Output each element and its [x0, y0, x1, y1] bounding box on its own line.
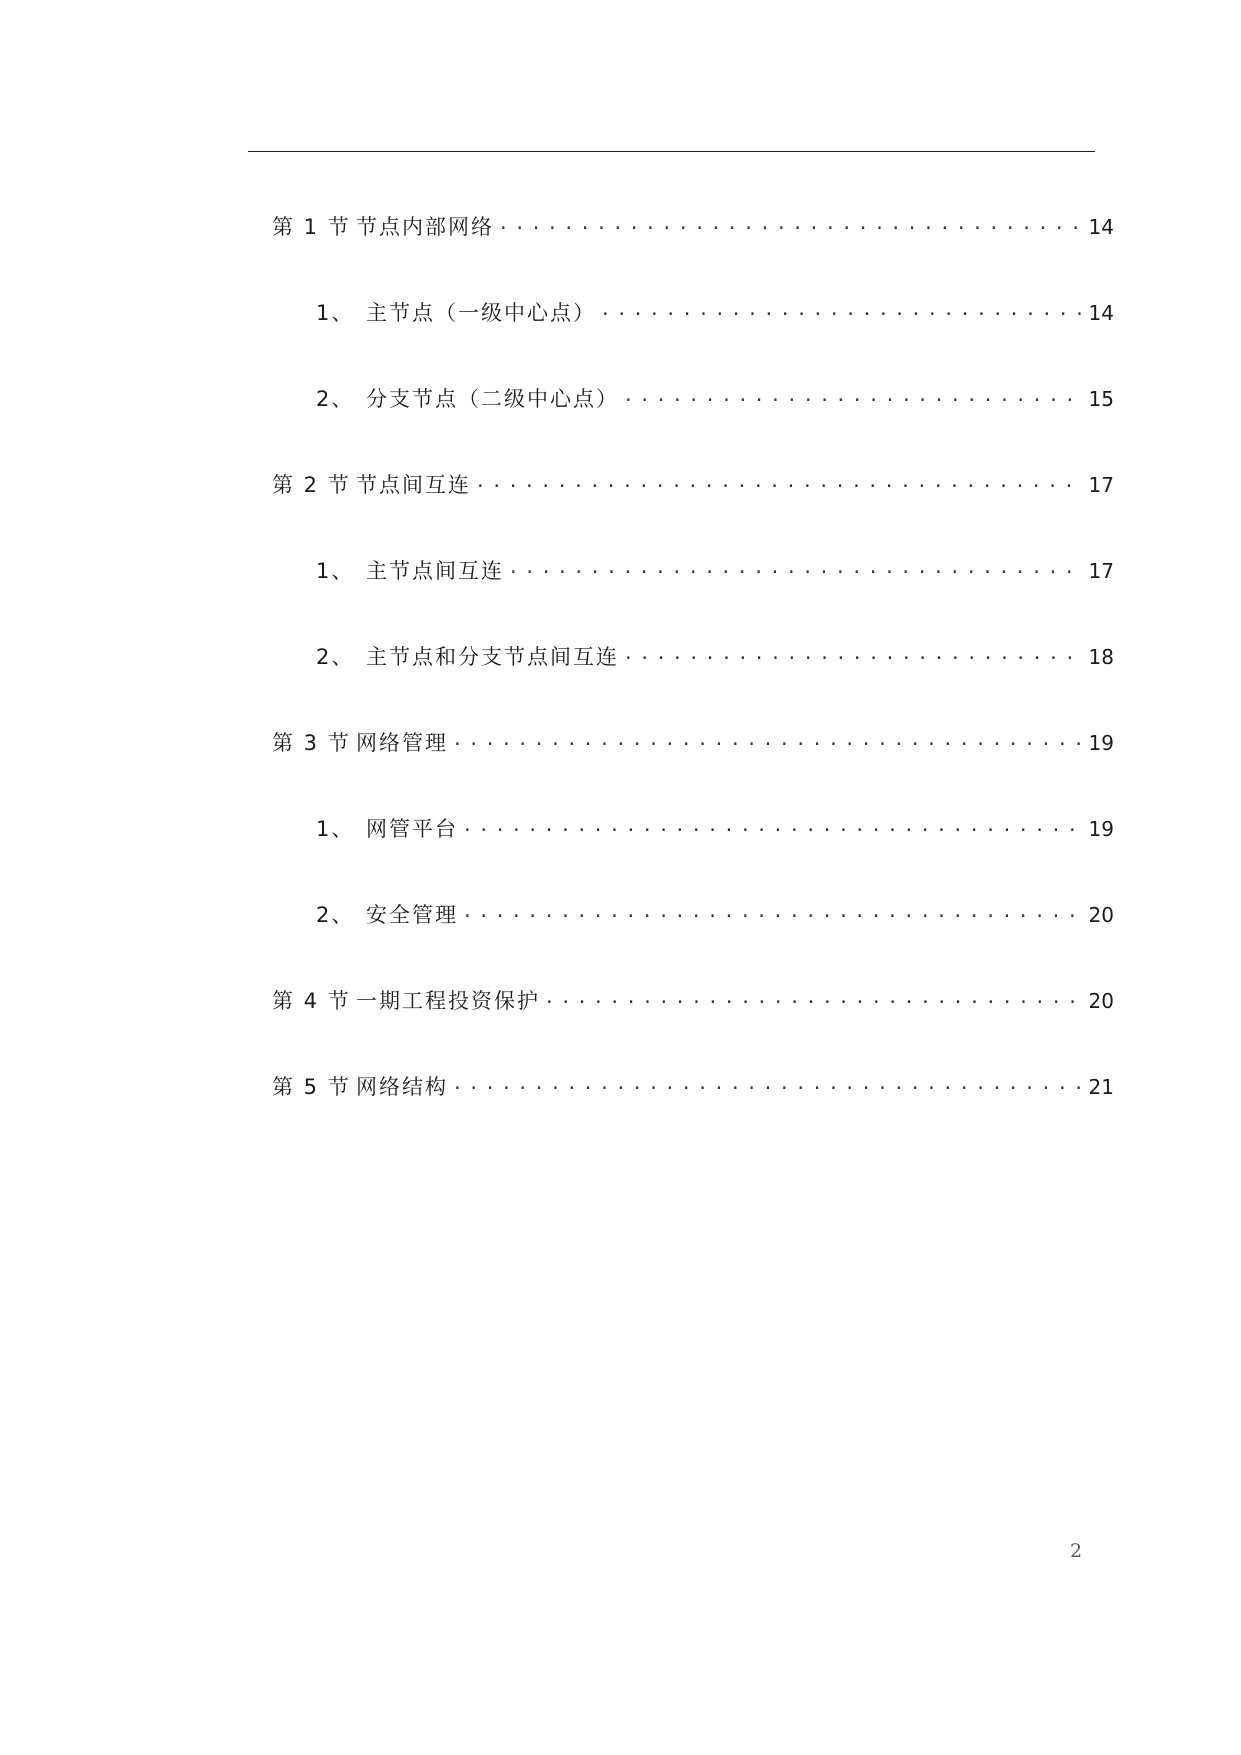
- toc-entry-section-4[interactable]: [272, 984, 1114, 1018]
- toc-dot-leader: [477, 468, 1084, 492]
- toc-dot-leader: [500, 210, 1084, 234]
- footer-page-number: 2: [1070, 1540, 1083, 1562]
- toc-entry-subsection[interactable]: [316, 640, 1114, 674]
- toc-dot-leader: [546, 984, 1084, 1008]
- toc-entry-section-2[interactable]: [272, 468, 1114, 502]
- toc-dot-leader: [464, 898, 1084, 922]
- toc-entry-title: 网络管理: [356, 731, 448, 755]
- toc-entry-page: 20: [1088, 989, 1114, 1013]
- toc-entry-number: 1、: [316, 559, 355, 583]
- toc-entry-subsection[interactable]: [316, 382, 1114, 416]
- toc-dot-leader: [625, 640, 1084, 664]
- toc-entry-subsection[interactable]: [316, 898, 1114, 932]
- toc-entry-number: 第 5 节: [272, 1075, 351, 1099]
- toc-entry-number: 1、: [316, 301, 355, 325]
- toc-entry-title: 节点内部网络: [356, 215, 494, 239]
- toc-entry-title: 网络结构: [356, 1075, 448, 1099]
- toc-entry-page: 20: [1088, 903, 1114, 927]
- toc-entry-page: 15: [1088, 387, 1114, 411]
- toc-entry-page: 19: [1088, 817, 1114, 841]
- toc-entry-page: 14: [1088, 301, 1114, 325]
- toc-entry-title: 安全管理: [366, 903, 458, 927]
- toc-dot-leader: [454, 1070, 1084, 1094]
- toc-entry-page: 19: [1088, 731, 1114, 755]
- toc-entry-title: 主节点（一级中心点）: [366, 301, 596, 325]
- toc-entry-number: 1、: [316, 817, 355, 841]
- toc-entry-number: 第 3 节: [272, 731, 351, 755]
- toc-dot-leader: [454, 726, 1084, 750]
- toc-entry-number: 第 2 节: [272, 473, 351, 497]
- toc-entry-subsection[interactable]: [316, 296, 1114, 330]
- toc-dot-leader: [510, 554, 1084, 578]
- toc-entry-title: 主节点和分支节点间互连: [366, 645, 619, 669]
- toc-entry-number: 2、: [316, 903, 355, 927]
- toc-entry-title: 节点间互连: [356, 473, 471, 497]
- toc-dot-leader: [602, 296, 1084, 320]
- toc-entry-title: 主节点间互连: [366, 559, 504, 583]
- toc-entry-page: 17: [1088, 559, 1114, 583]
- toc-entry-number: 第 4 节: [272, 989, 351, 1013]
- toc-entry-number: 2、: [316, 645, 355, 669]
- toc-entry-subsection[interactable]: [316, 812, 1114, 846]
- toc-entry-page: 21: [1088, 1075, 1114, 1099]
- toc-entry-page: 14: [1088, 215, 1114, 239]
- toc-entry-section-5[interactable]: [272, 1070, 1114, 1104]
- toc-entry-number: 第 1 节: [272, 215, 351, 239]
- toc-entry-number: 2、: [316, 387, 355, 411]
- toc-entry-title: 一期工程投资保护: [356, 989, 540, 1013]
- toc-entry-page: 18: [1088, 645, 1114, 669]
- toc-dot-leader: [464, 812, 1084, 836]
- toc-entry-title: 网管平台: [366, 817, 458, 841]
- toc-entry-subsection[interactable]: [316, 554, 1114, 588]
- toc-dot-leader: [625, 382, 1084, 406]
- toc-entry-section-1[interactable]: [272, 210, 1114, 244]
- toc-entry-section-3[interactable]: [272, 726, 1114, 760]
- toc-entry-page: 17: [1088, 473, 1114, 497]
- toc-entry-title: 分支节点（二级中心点）: [366, 387, 619, 411]
